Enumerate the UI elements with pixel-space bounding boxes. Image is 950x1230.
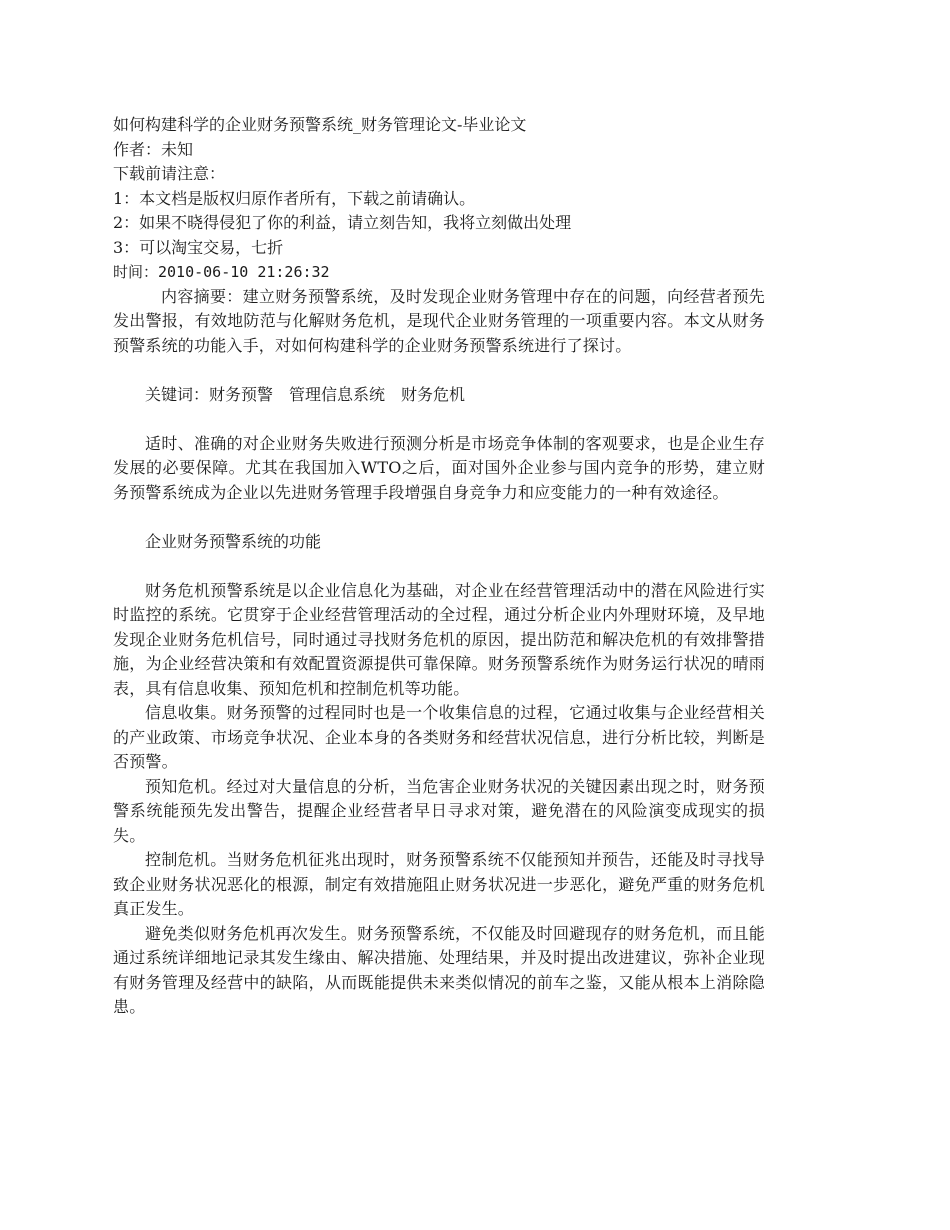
document-title: 如何构建科学的企业财务预警系统_财务管理论文-毕业论文 — [113, 115, 527, 134]
notice-item-3: 3：可以淘宝交易，七折 — [113, 237, 284, 257]
body-paragraph-2: 信息收集。财务预警的过程同时也是一个收集信息的过程，它通过收集与企业经营相关的产业政策、市场竞争状况、企业本身的各类财务和经营状况信息，进行分析比较，判断是否预警。 — [113, 703, 765, 771]
body-paragraph-1: 财务危机预警系统是以企业信息化为基础，对企业在经营管理活动中的潜在风险进行实时监控的系统。它贯穿于企业经营管理活动的全过程，通过分析企业内外理财环境，及早地发现企业财务危机信号，同时通过寻找财务危机的原因，提出防范和解决危机的有效排警措施，为企业经营决策和有效配置资源提供可靠保障。财务预警系统作为财务运行状况的晴雨表，具有信息收集、预知危机和控制危机等功能。 — [113, 580, 765, 698]
notice-item-2: 2：如果不晓得侵犯了你的利益，请立刻告知，我将立刻做出处理 — [113, 213, 572, 232]
body-paragraph-4: 控制危机。当财务危机征兆出现时，财务预警系统不仅能预知并预告，还能及时寻找导致企业财务状况恶化的根源，制定有效措施阻止财务状况进一步恶化，避免严重的财务危机真正发生。 — [113, 850, 765, 918]
notice-item-1: 1：本文档是版权归原作者所有，下载之前请确认。 — [113, 188, 476, 208]
section-heading: 企业财务预警系统的功能 — [145, 531, 322, 551]
spacer — [113, 358, 765, 383]
spacer — [113, 554, 765, 579]
body-paragraph-5: 避免类似财务危机再次发生。财务预警系统，不仅能及时回避现存的财务危机，而且能通过系统详细地记录其发生缘由、解决措施、处理结果，并及时提出改进建议，弥补企业现有财务管理及经营中的缺陷，从而既能提供未来类似情况的前车之鉴，又能从根本上消除隐患。 — [113, 923, 765, 1016]
author-line: 作者：未知 — [113, 139, 194, 159]
spacer — [113, 407, 765, 432]
spacer — [113, 505, 765, 530]
keywords-line: 关键词：财务预警 管理信息系统 财务危机 — [145, 384, 466, 404]
notice-heading: 下载前请注意： — [113, 164, 226, 183]
body-paragraph-3: 预知危机。经过对大量信息的分析，当危害企业财务状况的关键因素出现之时，财务预警系统能预先发出警告，提醒企业经营者早日寻求对策，避免潜在的风险演变成现实的损失。 — [113, 776, 765, 845]
intro-paragraph: 适时、准确的对企业财务失败进行预测分析是市场竞争体制的客观要求，也是企业生存发展的必要保障。尤其在我国加入WTO之后，面对国外企业参与国内竞争的形势，建立财务预警系统成为企业以先进财务管理手段增强自身竞争力和应变能力的一种有效途径。 — [113, 433, 765, 502]
timestamp-line: 时间：2010-06-10 21:26:32 — [113, 263, 330, 281]
document-page — [113, 113, 765, 1020]
abstract-paragraph: 内容摘要：建立财务预警系统，及时发现企业财务管理中存在的问题，向经营者预先发出警报，有效地防范与化解财务危机，是现代企业财务管理的一项重要内容。本文从财务预警系统的功能入手，对如何构建科学的企业财务预警系统进行了探讨。 — [113, 286, 765, 355]
